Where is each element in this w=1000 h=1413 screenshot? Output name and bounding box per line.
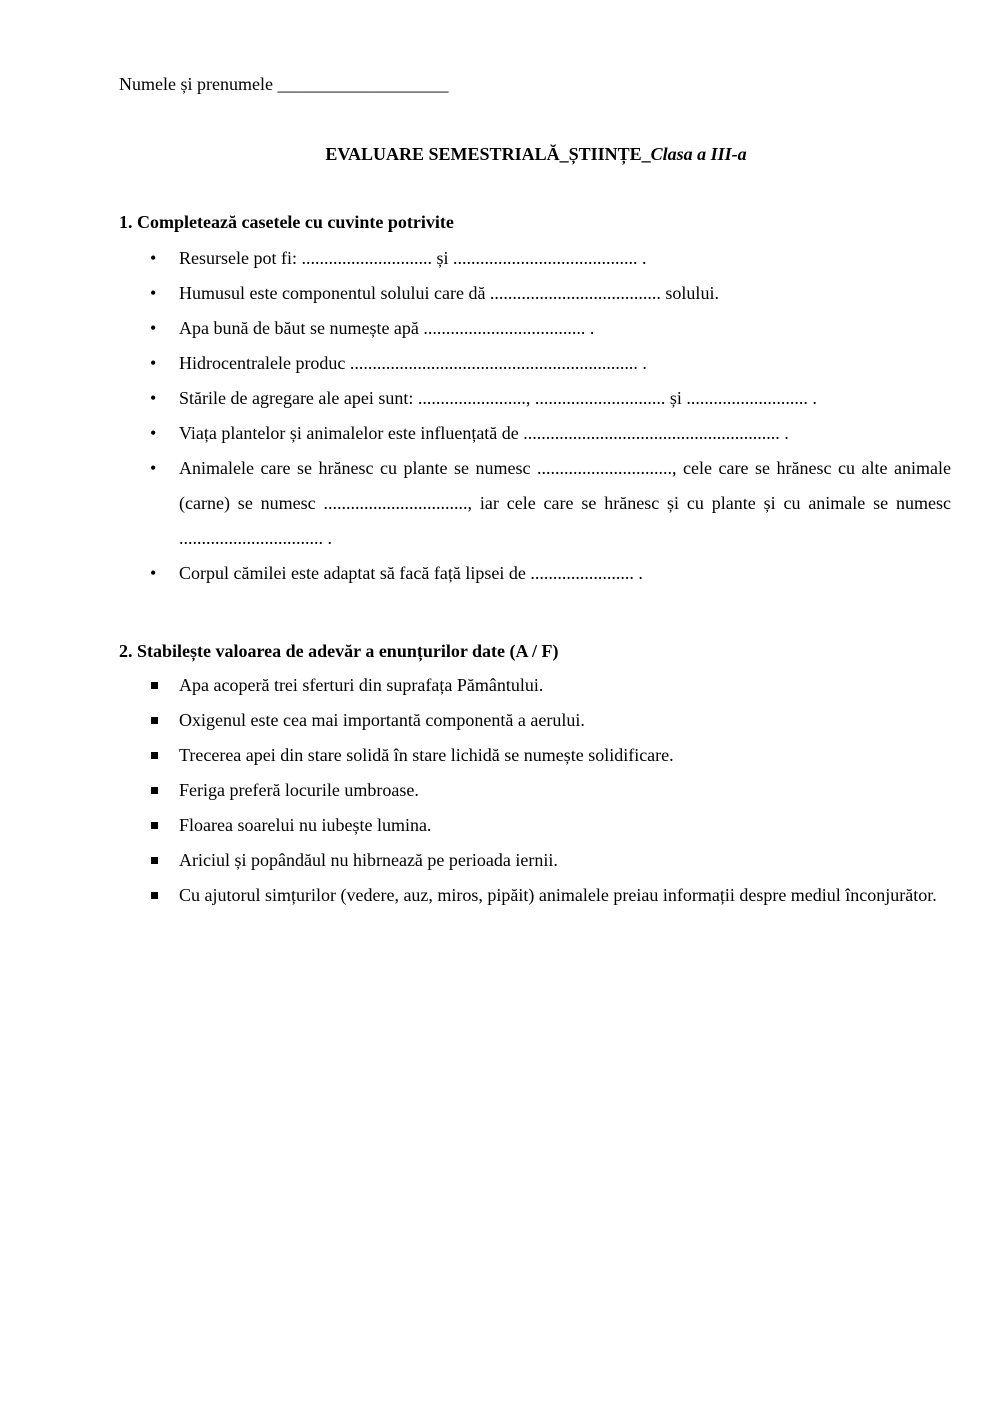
bullet-icon: • bbox=[150, 458, 157, 478]
section-1-heading: 1. Completează casetele cu cuvinte potrivite bbox=[119, 212, 454, 232]
square-bullet-icon bbox=[151, 717, 158, 724]
square-bullet-icon bbox=[151, 752, 158, 759]
square-bullet-icon bbox=[151, 857, 158, 864]
list-item: Apa acoperă trei sferturi din suprafața Pământului. bbox=[0, 668, 951, 703]
section-2-heading: 2. Stabilește valoarea de adevăr a enunțurilor date (A / F) bbox=[119, 641, 559, 661]
name-field-label: Numele și prenumele ___________________ bbox=[119, 74, 449, 94]
list-item: • Viața plantelor și animalelor este influențată de ......................................................... . bbox=[0, 416, 951, 451]
page-title bbox=[36, 144, 1000, 164]
list-item: • Hidrocentralele produc ................................................................ . bbox=[0, 346, 951, 381]
bullet-icon: • bbox=[150, 563, 157, 583]
bullet-icon: • bbox=[150, 388, 157, 408]
list-item: • Corpul cămilei este adaptat să facă față lipsei de ....................... . bbox=[0, 556, 951, 591]
list-item: • Stările de agregare ale apei sunt: ........................, ............................. și ........................... . bbox=[0, 381, 951, 416]
square-bullet-icon bbox=[151, 892, 158, 899]
title-main: EVALUARE SEMESTRIALĂ_ȘTIINȚE_ bbox=[325, 144, 651, 164]
list-item: Feriga preferă locurile umbroase. bbox=[0, 773, 951, 808]
bullet-icon: • bbox=[150, 318, 157, 338]
title-class: Clasa a III-a bbox=[650, 144, 747, 164]
list-item: • Apa bună de băut se numește apă .................................... . bbox=[0, 311, 951, 346]
list-item: Floarea soarelui nu iubește lumina. bbox=[0, 808, 951, 843]
list-item: Trecerea apei din stare solidă în stare lichidă se numește solidificare. bbox=[0, 738, 951, 773]
bullet-icon: • bbox=[150, 353, 157, 373]
list-item: Cu ajutorul simțurilor (vedere, auz, miros, pipăit) animalele preiau informații despre mediul înconjurător. bbox=[0, 878, 951, 913]
square-bullet-icon bbox=[151, 822, 158, 829]
bullet-icon: • bbox=[150, 283, 157, 303]
list-item: Ariciul și popândăul nu hibrnează pe perioada iernii. bbox=[0, 843, 951, 878]
bullet-icon: • bbox=[150, 423, 157, 443]
bullet-icon: • bbox=[150, 248, 157, 268]
list-item: • Humusul este componentul solului care dă ...................................... solului. bbox=[0, 276, 951, 311]
list-item: • Animalele care se hrănesc cu plante se numesc .............................., cele care se hrănesc cu alte animale (carne) se numesc ................................, iar cele care se hrănesc și cu plante și cu animale se numesc ................................ . bbox=[0, 451, 951, 556]
list-item: • Resursele pot fi: ............................. și ......................................... . bbox=[0, 241, 951, 276]
section-1-list bbox=[0, 241, 951, 591]
list-item: Oxigenul este cea mai importantă componentă a aerului. bbox=[0, 703, 951, 738]
square-bullet-icon bbox=[151, 682, 158, 689]
square-bullet-icon bbox=[151, 787, 158, 794]
section-2-list bbox=[0, 668, 951, 913]
